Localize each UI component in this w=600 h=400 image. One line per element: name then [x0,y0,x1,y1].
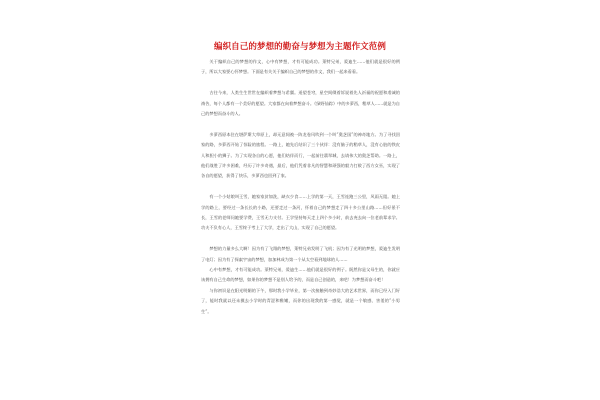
paragraph-art-memory: 与你初识是在阳光明媚的下午，那时我小学毕业，第一次接触到奇妙浩大的艺术世界，而你已经入门好了，能时我就以还未摸去小学时的青涩和稚嫩，而你的出现我的第一感觉，就是一个敏感、害羞的“小男生”。 [201,287,400,314]
paragraph-power-of-dreams: 梦想的力量多么大啊！因为有了飞翔的梦想，莱特兄弟发明了飞机；因为有了光明的梦想，爱迪生发明了电灯；因为有了探索宇宙的梦想，加加林成为第一个从太空看到地球的人…… [201,246,400,262]
paragraph-dorothy-story: 多萝西原本住在堪萨斯大草原上，却无意间被一阵龙卷风吹到一个叫“奥芝国”的神奇地方。为了寻找回家的路，多萝西开始了惊险的旅程。一路上，她先后结识了三个伙伴：没有脑子的稻草人，没有心脏的铁皮人和胆小的狮子。为了实现各自的心愿，他们结伴而行，一起前往翡翠城，去请伟大的奥芝帮助。一路上，他们战胜了许多困难，经历了许多奇遇，最后，他们凭着非凡的智慧和顽强的毅力打败了西方女巫，实现了各自的愿望，获得了快乐，多萝西也回到了家。 [201,131,400,179]
document-title: 编织自己的梦想的勤奋与梦想为主题作文范例 [213,42,386,52]
document-body [201,57,400,317]
paragraph-conclusion: 心中有梦想，才有可能成功。莱特兄弟，爱迪生……他们就是很好的例子。既然你是父母生的，你就应该拥有自己生命的梦想，如果你的梦想不是别人给予的，而是自己创造的，来吧！为梦想而奋斗吧！ [201,267,400,283]
paragraph-ancient-dreams: 古往今来，人类生生世世在编织着梦想与希翼。遥望苍穹，星空间缀着诉说着先人祈福的祝愿和虔诚的祷告，每个人都有一个美好的愿望。大家都在向着梦想奋斗。《绿野仙踪》中的多萝西，稻草人……就是为自己的梦想而奋斗的人。 [201,90,400,117]
paragraph-intro: 关于编织自己的梦想的作文，心中有梦想，才有可能成功。莱特兄弟，爱迪生……他们就是很好的例子，所以大家要心怀梦想。下面是有关关于编织自己的梦想的作文，我们一起来看看。 [201,59,400,75]
paragraph-wang-xue-story: 有一个小姑娘叫王雪，她家家贫如洗，缺衣少食……上学的第一天，王雪连跑三公里，风雨无阻。她上学的路上，要经过一条长长的小路，还要走过一条河，怀着自己的梦想走了四十多公里山路……但好景不长，王雪的老师问她要学费，王雪无力支付。王学坚持每天走上四个多小时，前去充去向一位老前辈求学。功夫不负有心人，王雪终于考上了大学，走出了大山，实现了自己的愿望。 [201,194,400,231]
